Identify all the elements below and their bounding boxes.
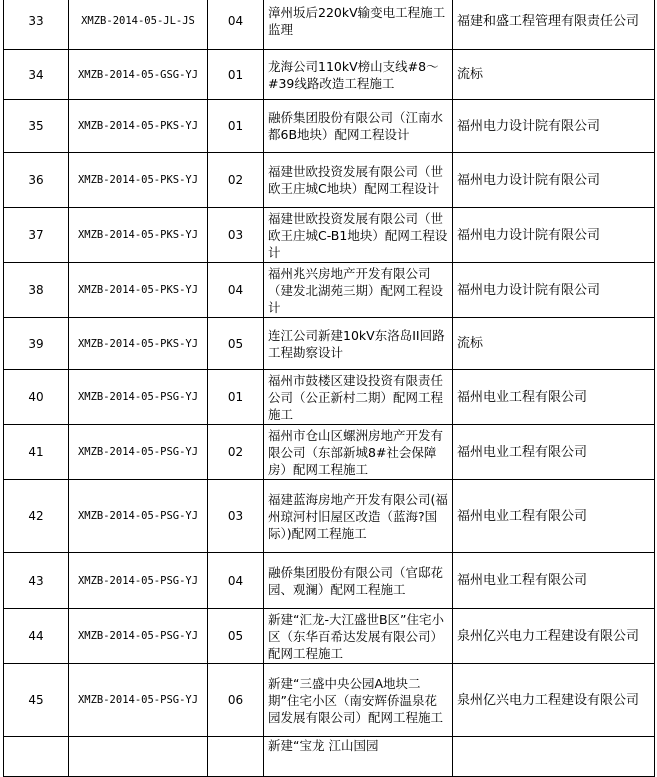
project-name: 福建蓝海房地产开发有限公司(福州琼河村旧屋区改造（蓝海?国际）)配网工程施工 (264, 480, 453, 553)
table-row (4, 664, 655, 737)
lot-number: 03 (208, 208, 264, 263)
row-number: 45 (4, 664, 69, 737)
project-name: 福州兆兴房地产开发有限公司（建发北湖苑三期）配网工程设计 (264, 263, 453, 318)
winning-bidder: 流标 (453, 50, 655, 100)
table-row (4, 263, 655, 318)
project-name: 连江公司新建10kV东洛岛II回路工程勘察设计 (264, 318, 453, 370)
row-number: 35 (4, 100, 69, 153)
winning-bidder: 福建和盛工程管理有限责任公司 (453, 0, 655, 50)
project-name: 漳州坂后220kV输变电工程施工监理 (264, 0, 453, 50)
project-name: 融侨集团股份有限公司（官邸花园、观澜）配网工程施工 (264, 553, 453, 609)
row-number (4, 737, 69, 777)
project-code: XMZB-2014-05-PKS-YJ (69, 153, 208, 208)
table-row (4, 50, 655, 100)
winning-bidder: 流标 (453, 318, 655, 370)
table-row (4, 208, 655, 263)
project-name: 新建“汇龙-大江盛世B区”住宅小区（东华百希达发展有限公司）配网工程施工 (264, 609, 453, 664)
table-row (4, 0, 655, 50)
lot-number: 01 (208, 50, 264, 100)
table-row (4, 609, 655, 664)
winning-bidder: 泉州亿兴电力工程建设有限公司 (453, 609, 655, 664)
row-number: 43 (4, 553, 69, 609)
lot-number: 04 (208, 263, 264, 318)
project-name: 新建“宝龙 江山国园 (264, 737, 453, 777)
row-number: 42 (4, 480, 69, 553)
project-code: XMZB-2014-05-PKS-YJ (69, 263, 208, 318)
row-number: 40 (4, 370, 69, 425)
lot-number: 04 (208, 0, 264, 50)
lot-number: 02 (208, 425, 264, 480)
project-code: XMZB-2014-05-PKS-YJ (69, 318, 208, 370)
winning-bidder: 福州电业工程有限公司 (453, 370, 655, 425)
project-name: 福建世欧投资发展有限公司（世欧王庄城C地块）配网工程设计 (264, 153, 453, 208)
lot-number: 05 (208, 609, 264, 664)
winning-bidder: 泉州亿兴电力工程建设有限公司 (453, 664, 655, 737)
project-code: XMZB-2014-05-PSG-YJ (69, 480, 208, 553)
project-name: 龙海公司110kV榜山支线#8～#39线路改造工程施工 (264, 50, 453, 100)
table-row (4, 553, 655, 609)
table-row (4, 425, 655, 480)
winning-bidder: 福州电力设计院有限公司 (453, 208, 655, 263)
winning-bidder: 福州电力设计院有限公司 (453, 100, 655, 153)
lot-number: 03 (208, 480, 264, 553)
row-number: 39 (4, 318, 69, 370)
table-row (4, 480, 655, 553)
table-row (4, 318, 655, 370)
row-number: 37 (4, 208, 69, 263)
row-number: 38 (4, 263, 69, 318)
bid-results-table (3, 0, 655, 777)
lot-number: 01 (208, 100, 264, 153)
lot-number: 01 (208, 370, 264, 425)
project-code: XMZB-2014-05-PSG-YJ (69, 425, 208, 480)
row-number: 44 (4, 609, 69, 664)
table-row (4, 153, 655, 208)
project-code: XMZB-2014-05-PKS-YJ (69, 208, 208, 263)
project-code: XMZB-2014-05-PKS-YJ (69, 100, 208, 153)
winning-bidder: 福州电力设计院有限公司 (453, 263, 655, 318)
lot-number: 04 (208, 553, 264, 609)
row-number: 34 (4, 50, 69, 100)
project-name: 福州市鼓楼区建设投资有限责任公司（公正新村二期）配网工程施工 (264, 370, 453, 425)
table-row (4, 737, 655, 777)
winning-bidder: 福州电业工程有限公司 (453, 553, 655, 609)
project-code: XMZB-2014-05-PSG-YJ (69, 370, 208, 425)
lot-number (208, 737, 264, 777)
lot-number: 05 (208, 318, 264, 370)
project-code: XMZB-2014-05-JL-JS (69, 0, 208, 50)
project-name: 新建“三盛中央公园A地块二期”住宅小区（南安辉侨温泉花园发展有限公司）配网工程施工 (264, 664, 453, 737)
project-name: 福州市仓山区螺洲房地产开发有限公司（东部新城8#社会保障房）配网工程施工 (264, 425, 453, 480)
project-code: XMZB-2014-05-PSG-YJ (69, 553, 208, 609)
winning-bidder (453, 737, 655, 777)
winning-bidder: 福州电业工程有限公司 (453, 425, 655, 480)
row-number: 36 (4, 153, 69, 208)
row-number: 33 (4, 0, 69, 50)
project-code: XMZB-2014-05-PSG-YJ (69, 664, 208, 737)
winning-bidder: 福州电业工程有限公司 (453, 480, 655, 553)
table-row (4, 370, 655, 425)
project-code: XMZB-2014-05-PSG-YJ (69, 609, 208, 664)
project-name: 融侨集团股份有限公司（江南水都6B地块）配网工程设计 (264, 100, 453, 153)
winning-bidder: 福州电力设计院有限公司 (453, 153, 655, 208)
lot-number: 06 (208, 664, 264, 737)
project-code: XMZB-2014-05-GSG-YJ (69, 50, 208, 100)
lot-number: 02 (208, 153, 264, 208)
project-code (69, 737, 208, 777)
table-row (4, 100, 655, 153)
project-name: 福建世欧投资发展有限公司（世欧王庄城C-B1地块）配网工程设计 (264, 208, 453, 263)
row-number: 41 (4, 425, 69, 480)
